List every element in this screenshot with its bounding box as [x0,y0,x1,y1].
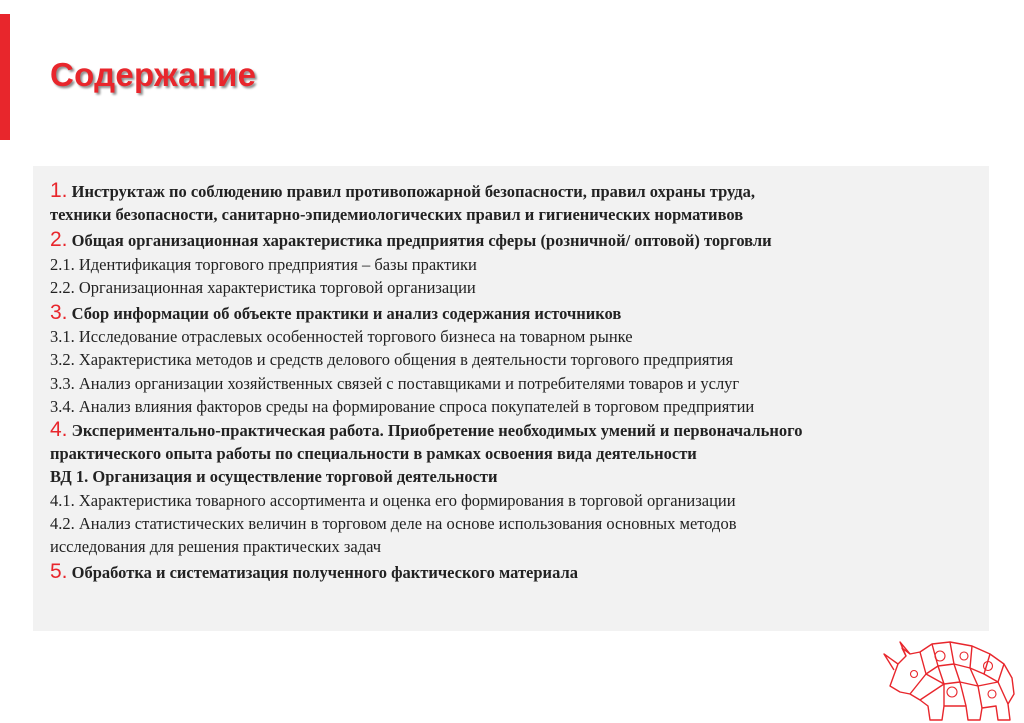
list-item: 4.2. Анализ статистических величин в торговом деле на основе использования основных методов [50,513,737,533]
section-number: 5. [50,560,68,584]
list-item: 3.4. Анализ влияния факторов среды на формирование спроса покупателей в торговом предприятии [50,396,755,416]
section-5 [50,560,970,584]
section-number: 2. [50,228,68,252]
list-item: 4.1. Характеристика товарного ассортимента и оценка его формирования в торговой организации [50,490,736,510]
section-number: 1. [50,179,68,202]
list-item: 3.2. Характеристика методов и средств делового общения в деятельности торгового предприятия [50,350,734,370]
section-heading-line: ВД 1. Организация и осуществление торговой деятельности [50,467,498,487]
list-item: 2.2. Организационная характеристика торговой организации [50,277,476,297]
section-heading-line: 4. Экспериментально-практическая работа. Приобретение необходимых умений и первоначального [50,418,803,442]
accent-bar [0,14,10,140]
section-3 [50,301,970,418]
list-item: 2.1. Идентификация торгового предприятия – базы практики [50,254,477,274]
section-number: 3. [50,301,68,325]
section-heading-line: техники безопасности, санитарно-эпидемиологических правил и гигиенических нормативов [50,205,744,225]
list-item: 3.1. Исследование отраслевых особенностей торгового бизнеса на товарном рынке [50,327,633,347]
contents-list [50,179,970,584]
section-heading-line: 1. Инструктаж по соблюдению правил противопожарной безопасности, правил охраны труда, [50,179,755,202]
section-heading-line: практического опыта работы по специальности в рамках освоения вида деятельности [50,444,697,464]
section-4 [50,418,970,558]
section-heading-line: 3. Сбор информации об объекте практики и анализ содержания источников [50,301,622,325]
list-item: исследования для решения практических задач [50,537,382,557]
list-item: 3.3. Анализ организации хозяйственных связей с поставщиками и потребителями товаров и услуг [50,373,740,393]
section-number: 4. [50,418,68,442]
section-2 [50,228,970,299]
slide-title: Содержание [50,56,257,93]
section-heading-line: 2. Общая организационная характеристика предприятия сферы (розничной/ оптовой) торговли [50,228,772,252]
section-heading-line: 5. Обработка и систематизация полученного фактического материала [50,560,578,584]
section-1 [50,179,970,226]
rhino-logo-icon [880,634,1020,722]
